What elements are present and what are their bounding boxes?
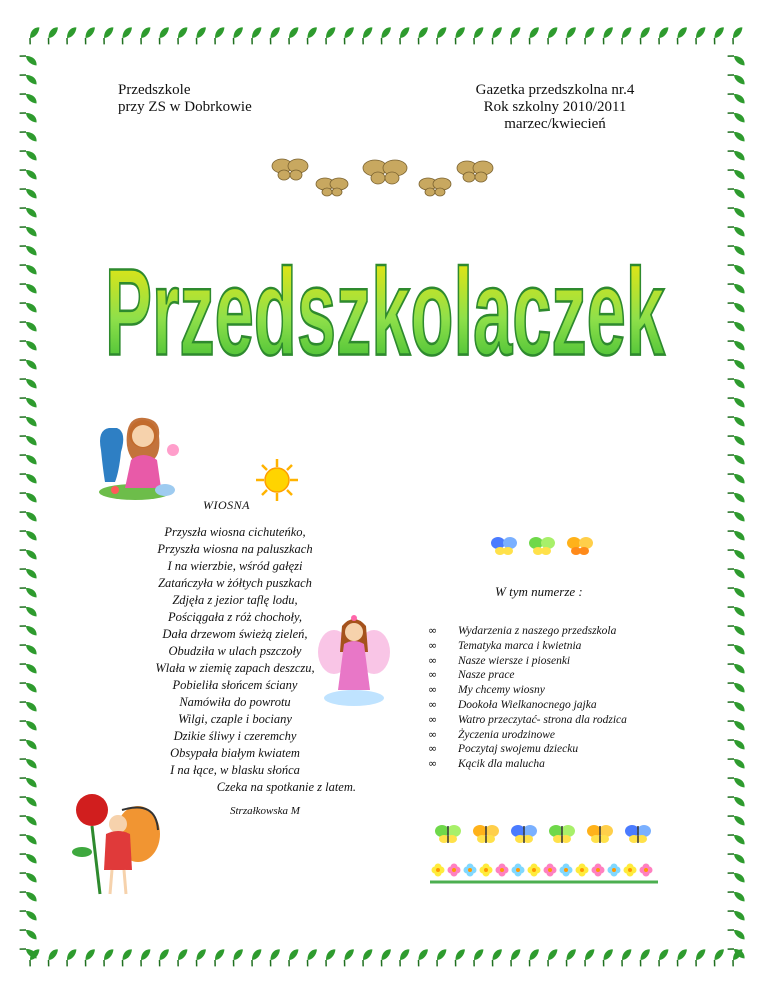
infinity-bullet-icon: ∞ <box>428 757 438 771</box>
toc-item-label: Nasze prace <box>458 669 515 682</box>
toc-item-label: Poczytaj swojemu dziecku <box>458 743 579 756</box>
toc-item <box>428 742 688 757</box>
toc-item <box>428 757 688 772</box>
infinity-bullet-icon: ∞ <box>428 727 438 741</box>
infinity-bullet-icon: ∞ <box>428 742 438 756</box>
infinity-bullet-icon: ∞ <box>428 653 438 667</box>
toc-item <box>428 728 688 743</box>
infinity-bullet-icon: ∞ <box>428 697 438 711</box>
infinity-bullet-icon: ∞ <box>428 624 438 637</box>
infinity-bullet-icon: ∞ <box>428 638 438 652</box>
poem-line: Obudziła w ulach pszczoły <box>168 644 302 658</box>
poem-line: Pobieliła słońcem ściany <box>172 678 298 692</box>
poem-line: Obsypała białym kwiatem <box>170 746 300 760</box>
sun-icon <box>255 458 299 502</box>
poem-line: Pościągała z róż chochoły, <box>167 610 302 624</box>
poem-line: Zatańczyła w żółtych puszkach <box>158 576 312 590</box>
toc-item-label: Kącik dla malucha <box>458 758 545 771</box>
toc-item <box>428 698 688 713</box>
newsletter-title <box>100 220 670 390</box>
toc-item-label: Dookoła Wielkanocnego jajka <box>458 698 597 711</box>
butterfly-row-icon <box>432 820 662 848</box>
toc-item-label: Nasze wiersze i piosenki <box>458 654 571 667</box>
poem-author: Strzałkowska M <box>230 805 300 817</box>
butterflies-icon <box>490 533 600 559</box>
title-text: Przedszkolaczek <box>105 241 666 382</box>
infinity-bullet-icon: ∞ <box>428 712 438 726</box>
toc-item-label: Wydarzenia z naszego przedszkola <box>458 625 617 637</box>
poem-line: Wlała w ziemię zapach deszczu, <box>155 661 315 675</box>
rose-fairy-icon <box>66 790 166 900</box>
flower-border-icon <box>430 862 658 884</box>
infinity-bullet-icon: ∞ <box>428 668 438 682</box>
school-line-2: przy ZS w Dobrkowie <box>118 99 252 115</box>
issue-months: marzec/kwiecień <box>504 116 606 132</box>
poem-line: Namówiła do powrotu <box>179 695 291 709</box>
toc-item-label: Życzenia urodzinowe <box>458 728 555 741</box>
toc-title: W tym numerze : <box>495 584 583 599</box>
toc-item <box>428 624 688 639</box>
poem-line: Wilgi, czaple i bociany <box>178 712 292 726</box>
toc-item-label: Tematyka marca i kwietnia <box>458 639 582 652</box>
toc-item <box>428 683 688 698</box>
fairy-icon <box>318 612 390 708</box>
infinity-bullet-icon: ∞ <box>428 683 438 697</box>
toc-item <box>428 713 688 728</box>
toc-item <box>428 639 688 654</box>
poem-title: WIOSNA <box>203 498 250 512</box>
issue-number: Gazetka przedszkolna nr.4 <box>475 82 635 98</box>
poem-line: I na wierzbie, wśród gałęzi <box>167 559 303 573</box>
toc-item-label: My chcemy wiosny <box>458 684 545 697</box>
school-name <box>118 82 252 116</box>
table-of-contents <box>428 624 688 772</box>
school-line-1: Przedszkole <box>118 82 191 98</box>
butterfly-group-icon <box>270 150 500 206</box>
poem-line: Zdjęła z jezior taflę lodu, <box>172 593 298 607</box>
poem-line: Przyszła wiosna na paluszkach <box>157 542 313 556</box>
poem-line: Przyszła wiosna cichuteńko, <box>164 525 306 539</box>
poem-line: Czeka na spotkanie z latem. <box>216 780 356 794</box>
school-year: Rok szkolny 2010/2011 <box>483 99 627 115</box>
issue-info <box>450 82 660 133</box>
toc-item-label: Watro przeczytać- strona dla rodzica <box>458 713 627 726</box>
girl-with-vase-icon <box>95 410 195 502</box>
poem-line: I na łące, w blasku słońca <box>170 763 300 777</box>
poem-line: Dzikie śliwy i czeremchy <box>173 729 297 743</box>
poem-line: Dała drzewom świeżą zieleń, <box>162 627 308 641</box>
toc-item <box>428 654 688 669</box>
toc-item <box>428 668 688 683</box>
